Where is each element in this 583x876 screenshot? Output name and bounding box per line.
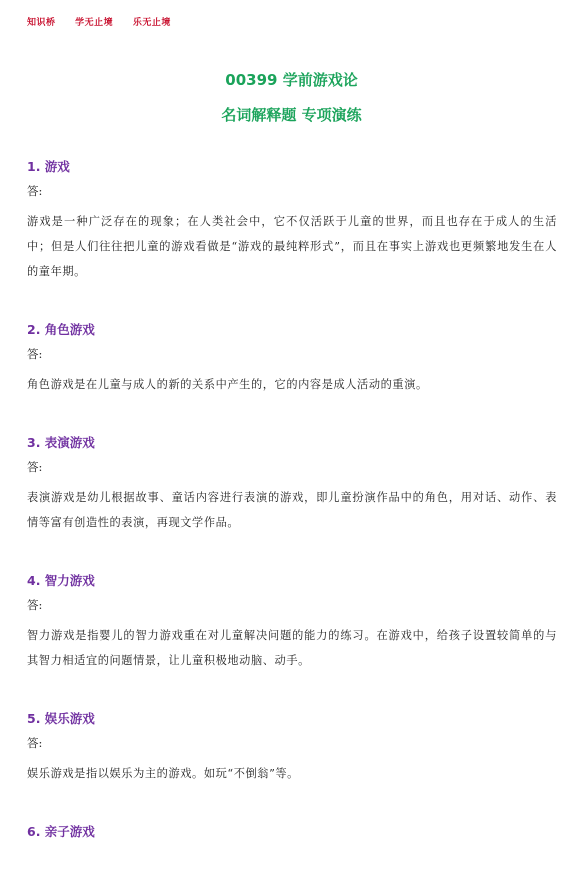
question-title: 5. 娱乐游戏 <box>27 711 95 726</box>
header-item-1: 知识桥 <box>27 18 56 28</box>
answer-text: 智力游戏是指婴儿的智力游戏重在对儿童解决问题的能力的练习。在游戏中，给孩子设置较简单的与其智力相适宜的问题情景，让儿童积极地动脑、动手。 <box>27 629 557 667</box>
answer-text: 角色游戏是在儿童与成人的新的关系中产生的，它的内容是成人活动的重演。 <box>27 378 428 391</box>
question-item <box>27 157 557 284</box>
question-list <box>27 157 557 876</box>
question-item <box>27 433 557 535</box>
document-subtitle: 名词解释题 专项演练 <box>221 106 362 124</box>
answer-label: 答: <box>27 460 43 474</box>
document-title: 00399 学前游戏论 <box>225 71 358 89</box>
question-item <box>27 709 557 786</box>
page-header <box>27 15 187 28</box>
question-title: 4. 智力游戏 <box>27 573 95 588</box>
answer-label: 答: <box>27 736 43 750</box>
answer-label: 答: <box>27 184 43 198</box>
question-item <box>27 822 557 840</box>
question-title: 3. 表演游戏 <box>27 435 95 450</box>
header-item-2: 学无止境 <box>75 18 114 28</box>
answer-text: 游戏是一种广泛存在的现象；在人类社会中，它不仅活跃于儿童的世界，而且也存在于成人的生活中；但是人们往往把儿童的游戏看做是“游戏的最纯粹形式”，而且在事实上游戏也更频繁地发生在人的童年期。 <box>27 215 557 278</box>
answer-label: 答: <box>27 347 43 361</box>
answer-text: 娱乐游戏是指以娱乐为主的游戏。如玩“不倒翁”等。 <box>27 767 299 780</box>
header-item-3: 乐无止境 <box>132 18 171 28</box>
question-item <box>27 571 557 673</box>
question-title: 6. 亲子游戏 <box>27 824 95 839</box>
question-item <box>27 320 557 397</box>
question-title: 2. 角色游戏 <box>27 322 95 337</box>
question-title: 1. 游戏 <box>27 159 70 174</box>
answer-text: 表演游戏是幼儿根据故事、童话内容进行表演的游戏，即儿童扮演作品中的角色，用对话、动作、表情等富有创造性的表演，再现文学作品。 <box>27 491 557 529</box>
answer-label: 答: <box>27 598 43 612</box>
